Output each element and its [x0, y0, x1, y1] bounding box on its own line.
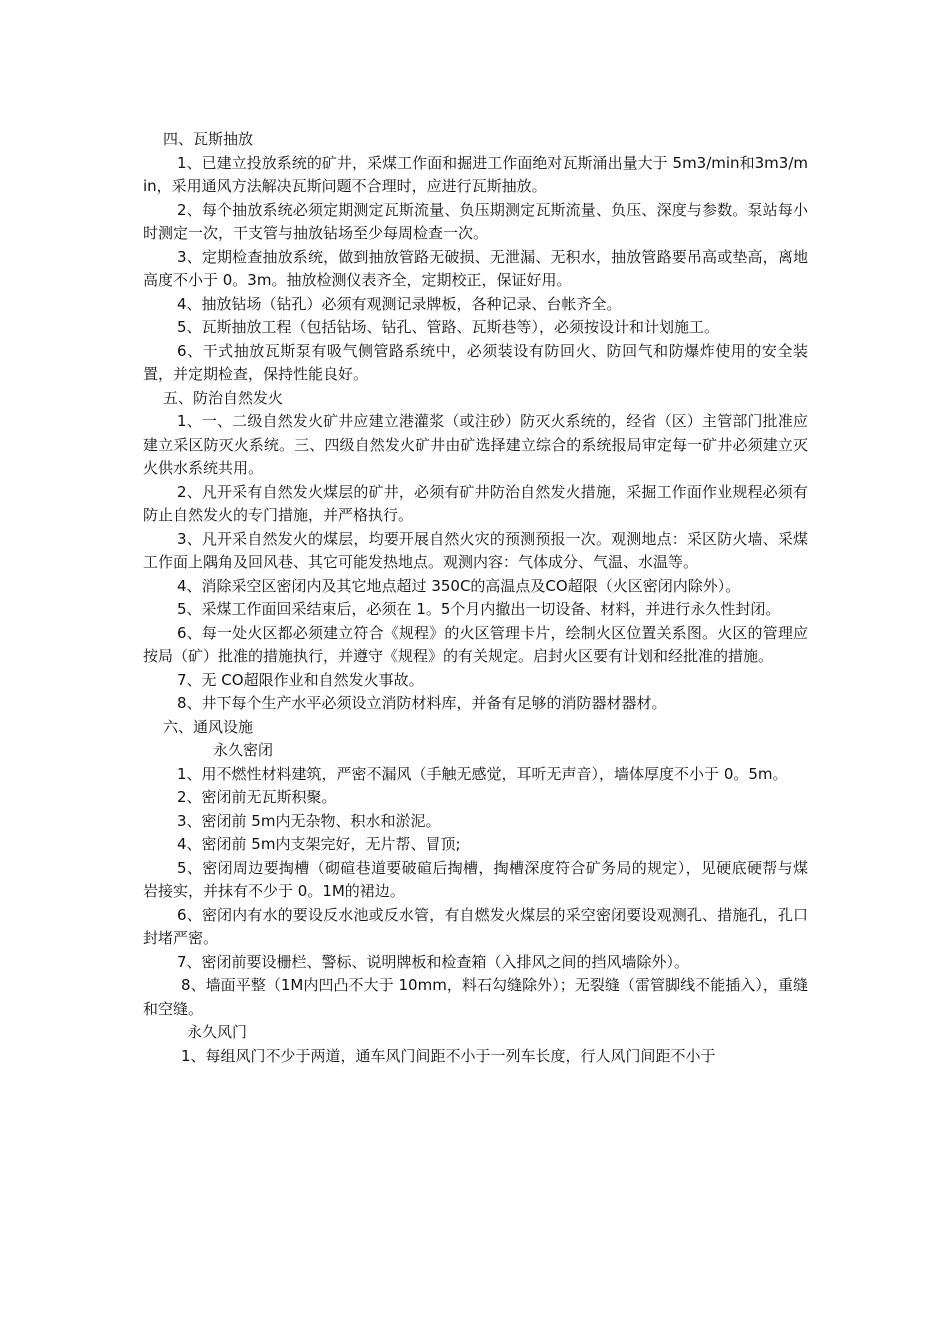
- paragraph: 1、用不燃性材料建筑，严密不漏风（手触无感觉，耳听无声音），墙体厚度不小于 0。5m。: [177, 764, 788, 783]
- paragraph: 2、每个抽放系统必须定期测定瓦斯流量、负压期测定瓦斯流量、负压、深度与参数。泵站每小时测定一次，干支管与抽放钻场至少每周检查一次。: [143, 200, 808, 242]
- paragraph: 4、密闭前 5m内支架完好，无片帮、冒顶;: [177, 835, 461, 853]
- paragraph: 1、已建立投放系统的矿井，采煤工作面和掘进工作面绝对瓦斯涌出量大于 5m3/min和3m3/min，采用通风方法解决瓦斯问题不合理时，应进行瓦斯抽放。: [143, 153, 808, 195]
- paragraph: 3、密闭前 5m内无杂物、积水和淤泥。: [177, 811, 441, 830]
- paragraph: 8、墙面平整（1M内凹凸不大于 10mm，料石勾缝除外）；无裂缝（雷管脚线不能插入），重缝和空缝。: [143, 976, 808, 1018]
- subheading-permanent-air-door: 永久风门: [187, 1023, 248, 1041]
- section-heading-fire-prevention: 五、防治自然发火: [163, 388, 284, 407]
- paragraph: 5、采煤工作面回采结束后，必须在 1。5个月内撤出一切设备、材料，并进行永久性封闭。: [177, 600, 781, 618]
- paragraph: 2、凡开采有自然发火煤层的矿井，必须有矿井防治自然发火措施，采掘工作面作业规程必须有防止自然发火的专门措施，并严格执行。: [143, 482, 808, 524]
- paragraph: 7、密闭前要设栅栏、警标、说明牌板和检查箱（入排风之间的挡风墙除外）。: [177, 952, 690, 971]
- document-body: [143, 128, 808, 1068]
- paragraph: 5、密闭周边要掏槽（砌碹巷道要破碹后掏槽，掏槽深度符合矿务局的规定），见硬底硬帮与煤岩接实，并抹有不少于 0。1M的裙边。: [143, 858, 808, 900]
- subheading-permanent-seal: 永久密闭: [213, 741, 274, 759]
- paragraph: 7、无 CO超限作业和自然发火事故。: [177, 670, 424, 689]
- paragraph: 2、密闭前无瓦斯积聚。: [177, 788, 337, 806]
- paragraph: 3、凡开采自然发火的煤层，均要开展自然火灾的预测预报一次。观测地点：采区防火墙、采煤工作面上隅角及回风巷、其它可能发热地点。观测内容：气体成分、气温、水温等。: [143, 529, 808, 571]
- paragraph: 1、每组风门不少于两道，通车风门间距不小于一列车长度，行人风门间距不小于: [181, 1046, 716, 1065]
- section-heading-ventilation-facilities: 六、通风设施: [163, 717, 254, 736]
- paragraph: 6、干式抽放瓦斯泵有吸气侧管路系统中，必须装设有防回火、防回气和防爆炸使用的安全装置，并定期检查，保持性能良好。: [143, 341, 808, 383]
- section-heading-gas-drainage: 四、瓦斯抽放: [163, 130, 254, 148]
- paragraph: 4、抽放钻场（钻孔）必须有观测记录牌板，各种记录、台帐齐全。: [177, 294, 622, 313]
- paragraph: 5、瓦斯抽放工程（包括钻场、钻孔、管路、瓦斯巷等），必须按设计和计划施工。: [177, 318, 720, 336]
- paragraph: 8、井下每个生产水平必须设立消防材料库，并备有足够的消防器材器材。: [177, 694, 667, 712]
- paragraph: 1、一、二级自然发火矿井应建立港灌浆（或注砂）防灭火系统的，经省（区）主管部门批准应建立采区防灭火系统。三、四级自然发火矿井由矿选择建立综合的系统报局审定每一矿井必须建立灭火供水系统共用。: [143, 412, 808, 477]
- paragraph: 4、消除采空区密闭内及其它地点超过 350C的高温点及CO超限（火区密闭内除外）。: [177, 576, 741, 595]
- paragraph: 6、密闭内有水的要设反水池或反水管，有自燃发火煤层的采空密闭要设观测孔、措施孔，孔口封堵严密。: [143, 905, 808, 947]
- paragraph: 3、定期检查抽放系统，做到抽放管路无破损、无泄漏、无积水，抽放管路要吊高或垫高，离地高度不小于 0。3m。抽放检测仪表齐全，定期校正，保证好用。: [143, 247, 808, 289]
- paragraph: 6、每一处火区都必须建立符合《规程》的火区管理卡片，绘制火区位置关系图。火区的管理应按局（矿）批准的措施执行，并遵守《规程》的有关规定。启封火区要有计划和经批准的措施。: [143, 623, 808, 665]
